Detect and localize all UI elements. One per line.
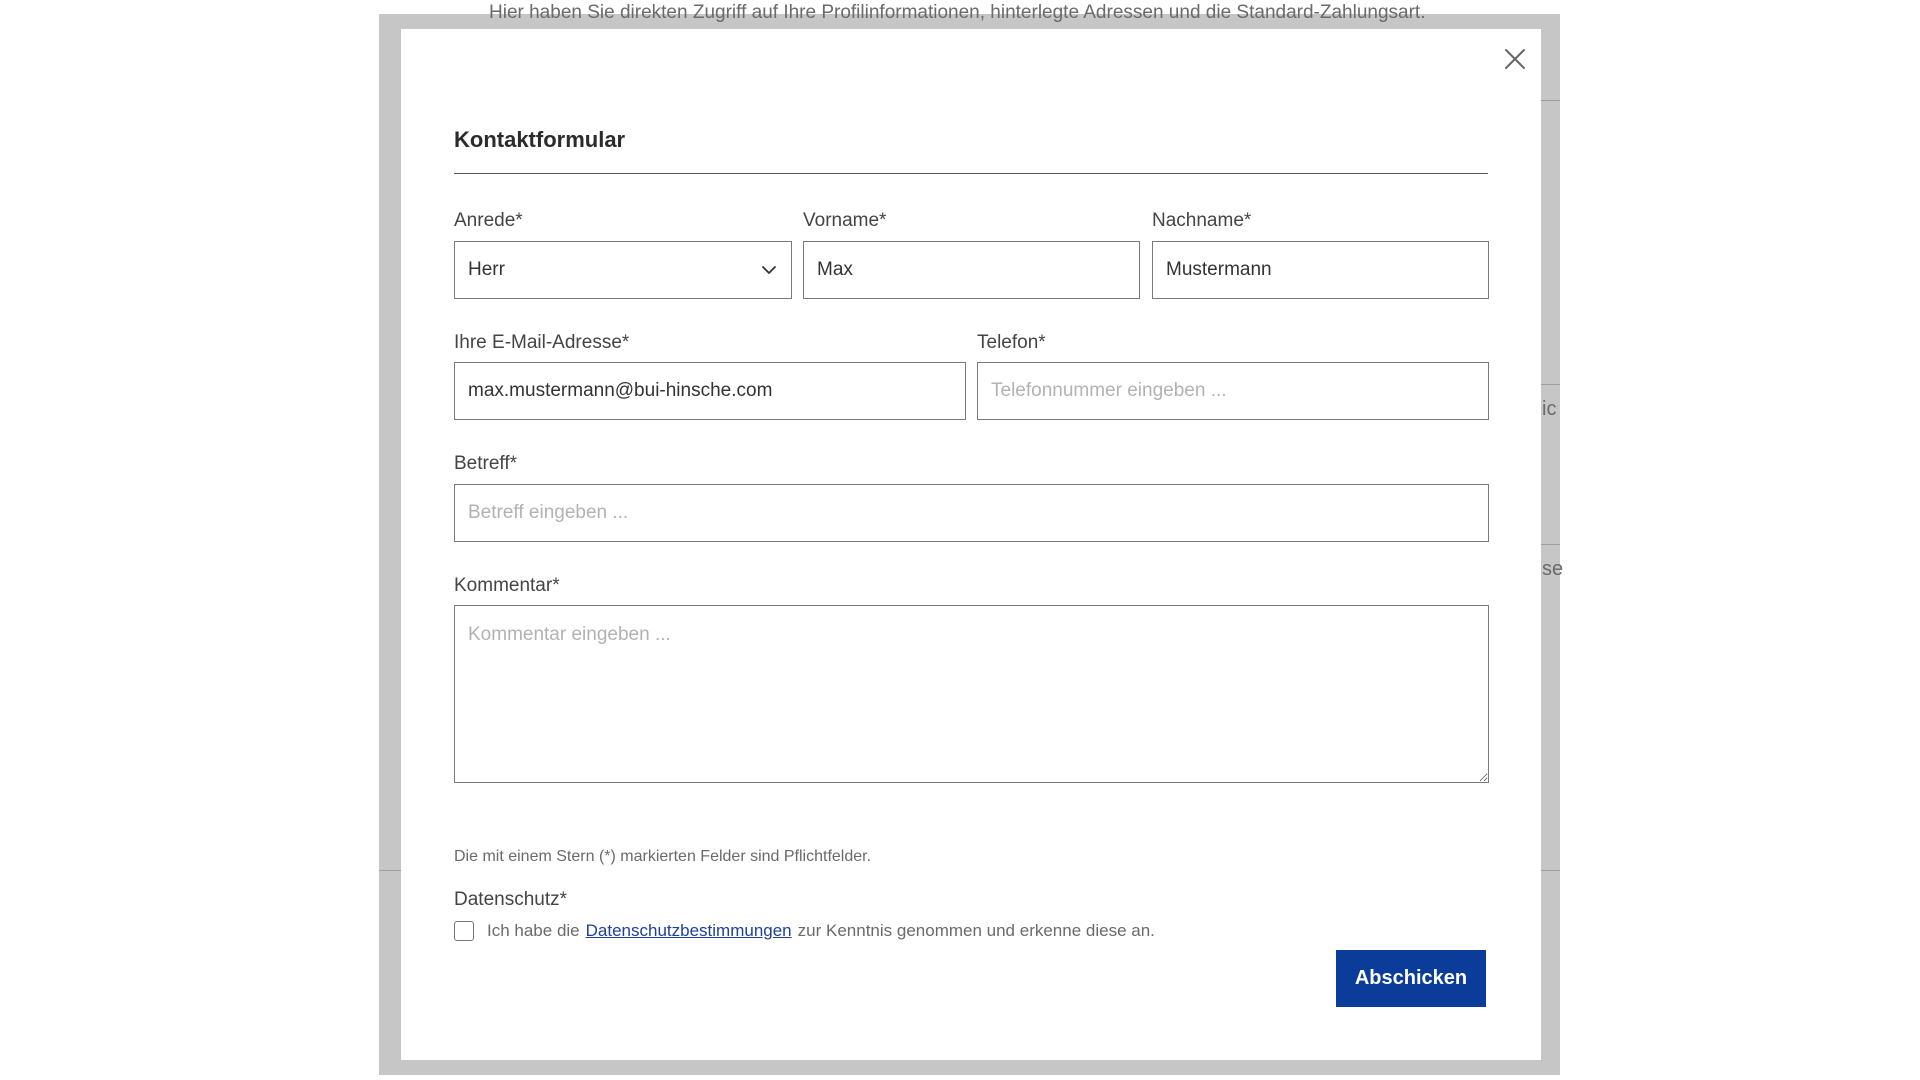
background-divider — [1540, 544, 1560, 545]
privacy-text-after: zur Kenntnis genommen und erkenne diese an. — [797, 921, 1155, 940]
privacy-text-before: Ich habe die — [487, 921, 580, 940]
last-name-label: Nachname* — [1152, 210, 1252, 231]
comment-label: Kommentar* — [454, 575, 560, 596]
comment-textarea[interactable] — [454, 605, 1489, 783]
close-button[interactable] — [1495, 39, 1535, 79]
email-field[interactable] — [454, 362, 966, 420]
salutation-value: Herr — [468, 259, 505, 280]
form-title: Kontaktformular — [454, 127, 626, 152]
privacy-label: Datenschutz* — [454, 889, 568, 910]
email-label: Ihre E-Mail-Adresse* — [454, 332, 630, 353]
background-intro-text: Hier haben Sie direkten Zugriff auf Ihre Profilinformationen, hinterlegte Adressen und die Standard-Zahlungsart. — [489, 2, 1426, 23]
background-divider — [1540, 100, 1560, 101]
privacy-policy-link[interactable]: Datenschutzbestimmungen — [585, 921, 792, 940]
background-text-fragment: se — [1542, 558, 1564, 580]
salutation-select[interactable] — [454, 241, 792, 299]
contact-form — [454, 125, 1488, 174]
background-divider — [1540, 384, 1560, 385]
first-name-field[interactable] — [803, 241, 1140, 299]
privacy-checkbox[interactable] — [454, 921, 474, 941]
close-icon — [1503, 47, 1527, 71]
subject-label: Betreff* — [454, 453, 518, 474]
chevron-down-icon — [760, 261, 778, 279]
submit-button[interactable]: Abschicken — [1336, 950, 1486, 1007]
subject-field[interactable] — [454, 484, 1489, 542]
first-name-label: Vorname* — [803, 210, 887, 231]
contact-form-modal — [401, 29, 1541, 1060]
title-divider — [454, 173, 1488, 174]
required-fields-note: Die mit einem Stern (*) markierten Felder sind Pflichtfelder. — [454, 848, 872, 865]
phone-field[interactable] — [977, 362, 1489, 420]
background-text-fragment: ic — [1542, 398, 1557, 420]
phone-label: Telefon* — [977, 332, 1046, 353]
salutation-label: Anrede* — [454, 210, 523, 231]
last-name-field[interactable] — [1152, 241, 1489, 299]
privacy-consent-row — [454, 921, 1155, 941]
